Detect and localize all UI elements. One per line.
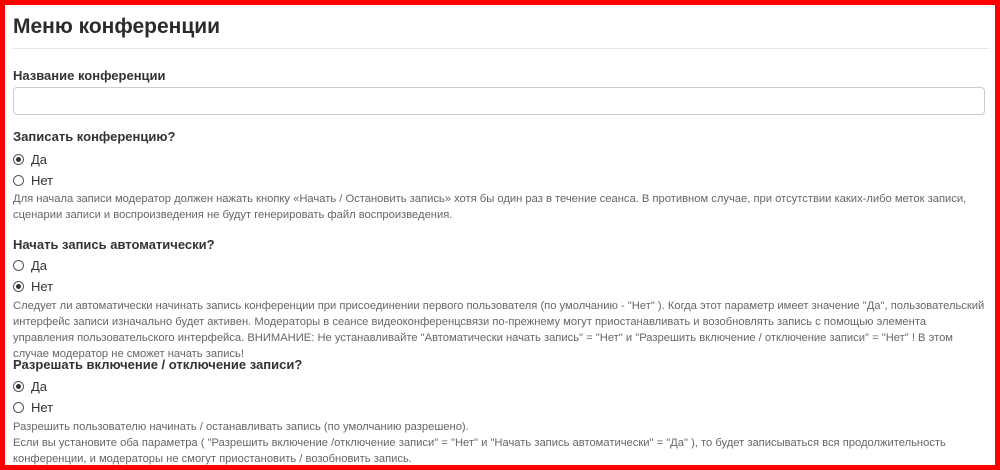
conference-name-label: Название конференции — [13, 68, 166, 83]
radio-unchecked-icon[interactable] — [13, 175, 24, 186]
title-divider — [13, 48, 989, 49]
allow-start-stop-help-2: Если вы установите оба параметра ( "Разрешить включение /отключение записи" = "Нет" и "Начать запись автоматически" = "Да" ), то будет записываться вся продолжительность конференции, и модераторы не смогут приостановить / возобновить запись. — [13, 437, 946, 465]
allow-start-stop-help-1: Разрешить пользователю начинать / останавливать запись (по умолчанию разрешено). — [13, 421, 469, 433]
allow-start-stop-yes-option[interactable] — [13, 378, 47, 394]
record-no-label: Нет — [31, 172, 54, 188]
auto-start-yes-option[interactable] — [13, 257, 47, 273]
radio-unchecked-icon[interactable] — [13, 402, 24, 413]
auto-start-no-label: Нет — [31, 278, 54, 294]
page-title: Меню конференции — [13, 15, 221, 38]
allow-start-stop-no-label: Нет — [31, 399, 54, 415]
record-yes-label: Да — [31, 151, 48, 167]
allow-start-stop-label: Разрешать включение / отключение записи? — [13, 357, 303, 372]
record-conference-label: Записать конференцию? — [13, 129, 176, 144]
radio-checked-icon[interactable] — [13, 281, 24, 292]
auto-start-yes-label: Да — [31, 257, 48, 273]
allow-start-stop-no-option[interactable] — [13, 399, 53, 415]
radio-checked-icon[interactable] — [13, 381, 24, 392]
record-no-option[interactable] — [13, 172, 53, 188]
record-yes-option[interactable] — [13, 151, 47, 167]
radio-checked-icon[interactable] — [13, 154, 24, 165]
record-conference-help: Для начала записи модератор должен нажать кнопку «Начать / Остановить запись» хотя бы один раз в течение сеанса. В противном случае, при отсутствии каких-либо меток записи, сценарии записи и воспроизведения не будут генерировать файл воспроизведения. — [13, 193, 967, 221]
auto-start-no-option[interactable] — [13, 278, 53, 294]
auto-start-help: Следует ли автоматически начинать запись конференции при присоединении первого пользователя (по умолчанию - "Нет" ). Когда этот параметр имеет значение "Да", пользовательский интерфейс записи изначально будет активен. Модераторы в сеансе видеоконференцсвязи по-прежнему могут приостанавливать и возобновлять запись с помощью элемента управления пользовательского интерфейса. ВНИМАНИЕ: Не устанавливайте "Автоматически начать запись" = "Нет" и "Разрешить включение / отключение записи" = "Нет" ! В этом случае модератор не сможет начать запись! — [13, 300, 985, 360]
allow-start-stop-yes-label: Да — [31, 378, 48, 394]
conference-name-input[interactable] — [13, 87, 985, 115]
radio-unchecked-icon[interactable] — [13, 260, 24, 271]
auto-start-label: Начать запись автоматически? — [13, 237, 215, 252]
